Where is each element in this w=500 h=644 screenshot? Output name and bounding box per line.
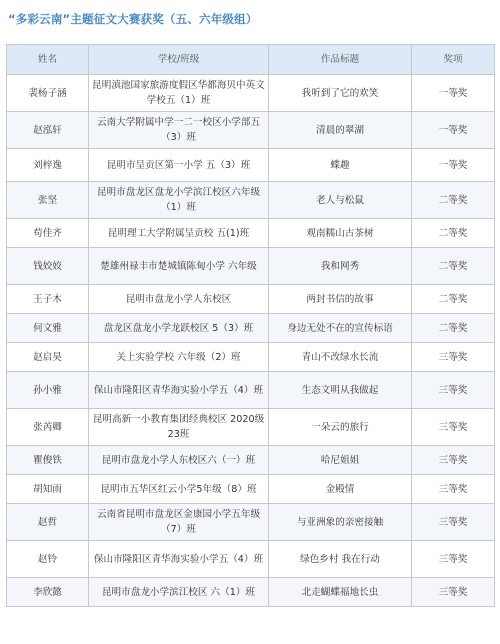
cell-name: 胡知雨 xyxy=(7,475,89,504)
table-row xyxy=(7,475,495,504)
cell-school: 昆明理工大学附属呈贡校 五(1)班 xyxy=(89,219,269,248)
cell-award: 三等奖 xyxy=(412,541,495,578)
cell-award: 三等奖 xyxy=(412,409,495,446)
header-award: 奖项 xyxy=(412,45,495,75)
cell-name: 孙小雅 xyxy=(7,372,89,409)
cell-name: 张坚 xyxy=(7,182,89,219)
cell-school: 昆明市盘龙小学人东校区六（一）班 xyxy=(89,446,269,475)
cell-name: 刘梓逸 xyxy=(7,149,89,182)
cell-work: 两封书信的故事 xyxy=(269,285,412,314)
cell-school: 昆明市盘龙小学滨江校区 六（1）班 xyxy=(89,578,269,607)
cell-award: 三等奖 xyxy=(412,475,495,504)
cell-school: 昆明市呈贡区第一小学 五（3）班 xyxy=(89,149,269,182)
cell-work: 我听到了它的欢笑 xyxy=(269,75,412,112)
cell-award: 三等奖 xyxy=(412,504,495,541)
cell-name: 赵哲 xyxy=(7,504,89,541)
cell-school: 昆明市盘龙区盘龙小学滨江校区六年级（1）班 xyxy=(89,182,269,219)
header-school: 学校/班级 xyxy=(89,45,269,75)
table-row xyxy=(7,219,495,248)
table-row xyxy=(7,578,495,607)
cell-work: 清晨的翠湖 xyxy=(269,112,412,149)
cell-name: 何文雅 xyxy=(7,314,89,343)
cell-school: 云南大学附属中学一二一校区小学部五（3）班 xyxy=(89,112,269,149)
table-row xyxy=(7,541,495,578)
cell-award: 一等奖 xyxy=(412,112,495,149)
cell-work: 与亚洲象的亲密接触 xyxy=(269,504,412,541)
table-row xyxy=(7,248,495,285)
cell-name: 钱姣姣 xyxy=(7,248,89,285)
cell-work: 生态文明从我做起 xyxy=(269,372,412,409)
cell-work: 一朵云的旅行 xyxy=(269,409,412,446)
header-work: 作品标题 xyxy=(269,45,412,75)
table-row xyxy=(7,182,495,219)
cell-work: 我和网秀 xyxy=(269,248,412,285)
cell-school: 昆明滇池国家旅游度假区华都海贝中英文学校五（1）班 xyxy=(89,75,269,112)
cell-award: 三等奖 xyxy=(412,343,495,372)
table-body xyxy=(7,75,495,607)
cell-award: 三等奖 xyxy=(412,446,495,475)
cell-school: 云南省昆明市盘龙区金康园小学五年级（7）班 xyxy=(89,504,269,541)
cell-school: 保山市隆阳区青华海实验小学五（4）班 xyxy=(89,372,269,409)
cell-award: 二等奖 xyxy=(412,285,495,314)
cell-work: 身边无处不在的宣传标语 xyxy=(269,314,412,343)
table-row xyxy=(7,343,495,372)
table-row xyxy=(7,149,495,182)
cell-award: 二等奖 xyxy=(412,219,495,248)
cell-name: 李欣懿 xyxy=(7,578,89,607)
table-row xyxy=(7,372,495,409)
table-row xyxy=(7,112,495,149)
cell-work: 观南糯山古茶树 xyxy=(269,219,412,248)
page-title: “多彩云南”主题征文大赛获奖（五、六年级组） xyxy=(8,12,258,26)
cell-work: 金殿情 xyxy=(269,475,412,504)
cell-name: 王子木 xyxy=(7,285,89,314)
cell-work: 蝶趣 xyxy=(269,149,412,182)
cell-school: 昆明市盘龙小学人东校区 xyxy=(89,285,269,314)
table-row xyxy=(7,314,495,343)
cell-name: 裴杨子涵 xyxy=(7,75,89,112)
table-row xyxy=(7,409,495,446)
cell-school: 关上实验学校 六年级（2）班 xyxy=(89,343,269,372)
cell-work: 青山不改绿水长流 xyxy=(269,343,412,372)
cell-name: 瞿俊铁 xyxy=(7,446,89,475)
header-row xyxy=(7,45,495,75)
cell-work: 绿色乡村 我在行动 xyxy=(269,541,412,578)
cell-name: 赵启昊 xyxy=(7,343,89,372)
table-row xyxy=(7,446,495,475)
cell-award: 二等奖 xyxy=(412,248,495,285)
cell-school: 保山市隆阳区青华海实验小学五（4）班 xyxy=(89,541,269,578)
table-header xyxy=(7,45,495,75)
table-row xyxy=(7,75,495,112)
cell-award: 二等奖 xyxy=(412,182,495,219)
cell-school: 楚雄州禄丰市楚城镇陈甸小学 六年级 xyxy=(89,248,269,285)
cell-award: 二等奖 xyxy=(412,314,495,343)
cell-award: 一等奖 xyxy=(412,149,495,182)
awards-table xyxy=(6,44,495,607)
cell-award: 一等奖 xyxy=(412,75,495,112)
cell-school: 昆明高新一小教育集团经典校区 2020级23班 xyxy=(89,409,269,446)
cell-work: 老人与松鼠 xyxy=(269,182,412,219)
cell-work: 哈尼姐姐 xyxy=(269,446,412,475)
table-row xyxy=(7,285,495,314)
header-name: 姓名 xyxy=(7,45,89,75)
cell-work: 北走蝴蝶福地长虫 xyxy=(269,578,412,607)
cell-name: 张芮卿 xyxy=(7,409,89,446)
table-row xyxy=(7,504,495,541)
cell-school: 昆明市五华区红云小学5年级（8）班 xyxy=(89,475,269,504)
cell-award: 三等奖 xyxy=(412,578,495,607)
cell-award: 三等奖 xyxy=(412,372,495,409)
cell-name: 赵铃 xyxy=(7,541,89,578)
cell-school: 盘龙区盘龙小学龙跃校区 5（3）班 xyxy=(89,314,269,343)
cell-name: 赵泓轩 xyxy=(7,112,89,149)
cell-name: 苟佳齐 xyxy=(7,219,89,248)
